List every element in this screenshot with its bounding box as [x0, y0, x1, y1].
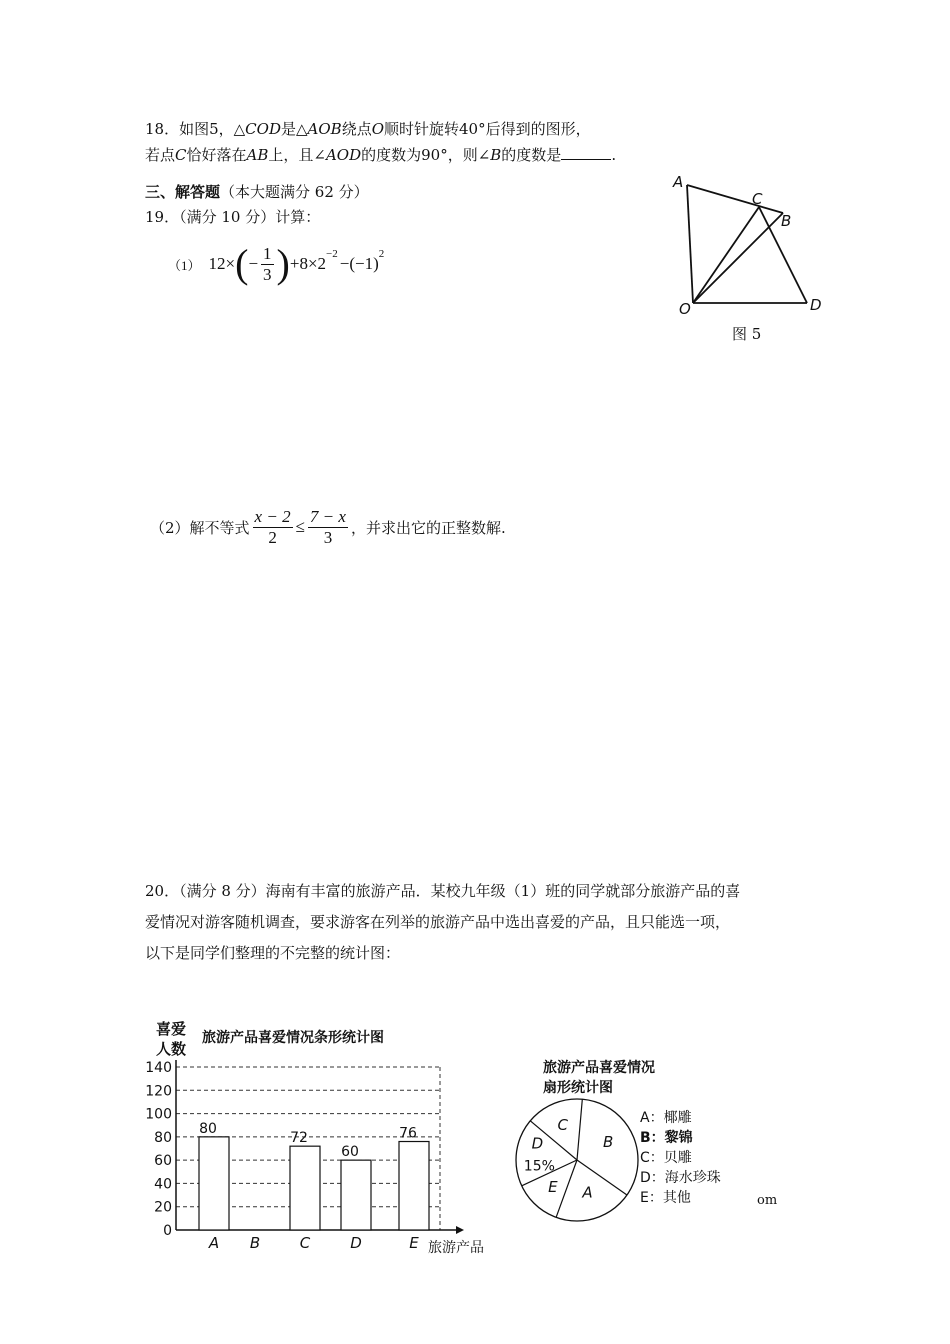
pie-slice-label-e: E: [548, 1177, 558, 1196]
bar-value-label: 80: [199, 1120, 217, 1137]
q19-header: 19．（满分 10 分）计算：: [145, 208, 321, 226]
label-d: D: [810, 296, 822, 314]
seg-ab: [687, 185, 783, 213]
label-b: B: [781, 212, 792, 230]
legend-a: A：椰雕: [640, 1110, 692, 1126]
seg-ao: [687, 185, 693, 303]
y-tick-label: 20: [154, 1199, 172, 1216]
pie-slice-label-c: C: [557, 1115, 569, 1134]
label-a: A: [673, 173, 684, 191]
bar-ylabel-1: 喜爱: [156, 1020, 187, 1038]
q20-line2: 爱情况对游客随机调查，要求游客在列举的旅游产品中选出喜爱的产品，且只能选一项，: [145, 913, 731, 931]
pie-chart: [512, 1090, 652, 1230]
legend-b: B：黎锦: [640, 1130, 693, 1146]
x-tick-label: C: [299, 1234, 311, 1252]
bar-chart: [140, 1012, 510, 1262]
bar-xlabel: 旅游产品: [428, 1240, 484, 1256]
pie-slice-label-a: A: [582, 1183, 593, 1202]
label-o: O: [679, 300, 691, 318]
legend-c: C：贝雕: [640, 1150, 692, 1166]
y-tick-label: 100: [145, 1106, 172, 1123]
pie-legend: [640, 1108, 721, 1208]
y-tick-label: 140: [145, 1060, 172, 1076]
bar-ylabel-2: 人数: [156, 1040, 187, 1058]
y-tick-label: 80: [154, 1129, 172, 1146]
legend-e: E：其他: [640, 1190, 691, 1206]
x-tick-label: E: [409, 1234, 419, 1252]
label-c: C: [752, 190, 763, 208]
pie-title-2: 扇形统计图: [543, 1080, 613, 1096]
bar-a: [199, 1137, 229, 1230]
q20-line3: 以下是同学们整理的不完整的统计图：: [145, 944, 401, 962]
y-tick-label: 60: [154, 1153, 172, 1170]
x-tick-label: B: [249, 1234, 261, 1252]
bar-d: [341, 1160, 371, 1230]
pie-slice-label-d: D: [531, 1134, 544, 1153]
stray-text: om: [757, 1193, 778, 1208]
x-tick-label: D: [350, 1234, 362, 1252]
pie-d-percent: 15%: [523, 1158, 555, 1175]
bar-title: 旅游产品喜爱情况条形统计图: [202, 1030, 384, 1046]
bar-c: [290, 1146, 320, 1230]
y-tick-label: 40: [154, 1176, 172, 1193]
x-axis-arrow: [456, 1226, 464, 1234]
bar-value-label: 72: [290, 1130, 308, 1147]
answer-blank[interactable]: [561, 145, 611, 160]
section3-heading: 三、解答题（本大题满分 62 分）: [145, 183, 369, 201]
bar-e: [399, 1142, 429, 1230]
pie-title-1: 旅游产品喜爱情况: [543, 1060, 655, 1076]
bar-value-label: 76: [399, 1125, 417, 1142]
q19-part2: （2）解不等式 $\frac{x - 2}{2}$ ≤ $\frac{7 - x}{3}$ ，并求出它的正整数解.: [150, 506, 506, 547]
q18-line1: 18．如图5，△COD是△AOB绕点O顺时针旋转40°后得到的图形，: [145, 120, 591, 138]
seg-oc: [693, 207, 759, 303]
y-tick-label: 120: [145, 1083, 172, 1100]
y-tick-label: 0: [163, 1223, 172, 1239]
legend-d: D：海水珍珠: [640, 1170, 721, 1186]
x-tick-label: A: [208, 1234, 220, 1252]
q20-line1: 20．（满分 8 分）海南有丰富的旅游产品．某校九年级（1）班的同学就部分旅游产品的喜: [145, 882, 741, 900]
figure5-caption: 图 5: [732, 325, 762, 343]
bar-value-label: 60: [341, 1144, 359, 1161]
q19-part1: （1） 12× ( − $\frac{1}{3}$ ) +8×2 $^{-2}$ −(−1) $^2$: [168, 241, 385, 286]
q18-line2: 若点C恰好落在AB上，且∠AOD的度数为90°，则∠B的度数是 .: [145, 146, 617, 164]
pie-slice-label-b: B: [603, 1133, 614, 1151]
